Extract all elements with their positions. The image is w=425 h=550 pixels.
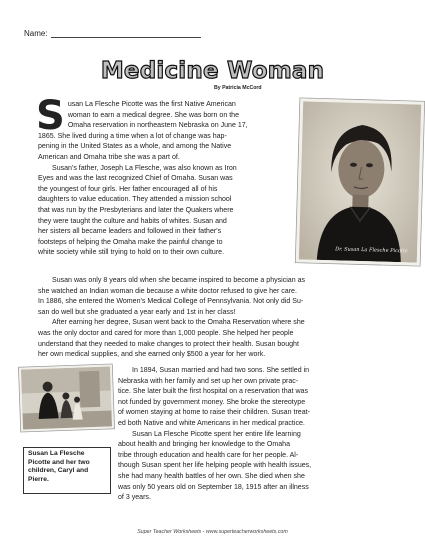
text-line: she watched an Indian woman die because a white doctor refused to give her care. (38, 287, 297, 295)
name-line (24, 29, 201, 38)
article-title: Medicine Woman (100, 58, 325, 84)
name-blank-line (51, 29, 201, 38)
text-line: her own medical supplies, and she earned only $500 a year for her work. (38, 351, 266, 359)
drop-cap: S (36, 93, 65, 139)
text-line: footsteps of helping the Omaha make the painful change to (38, 238, 223, 246)
article-byline: By Patricia McCord (214, 85, 262, 91)
text-line: she had many health battles of her own. She died when she (118, 472, 305, 480)
text-line: 1865. She lived during a time when a lot of change was hap- (38, 132, 227, 140)
portrait-photo (296, 98, 425, 265)
portrait-image (299, 101, 421, 262)
text-line: they were taught the culture and habits of whites. Susan and (38, 217, 227, 225)
text-line: Susan was only 8 years old when she became inspired to become a physician as (52, 277, 306, 284)
text-line: understand that they needed to make changes to protect their health. Susan bought (38, 340, 299, 348)
text-line: tice. She later built the first hospital on a reservation that was (118, 388, 308, 396)
text-line: Eyes and was the last recognized Chief of Omaha. Susan was (38, 175, 233, 183)
text-line: of women staying at home to raise their children. Susan treat- (118, 409, 310, 417)
paragraph-right (118, 366, 418, 504)
text-line: white society while still trying to hold on to their own culture. (38, 249, 225, 257)
text-line: not funded by government money. She broke the stereotype (118, 398, 306, 406)
text-line: usan La Flesche Picotte was the first Native American (67, 101, 236, 108)
text-line: In 1886, she entered the Women's Medical College of Pennsylvania. Not only did Su- (38, 298, 304, 306)
text-line: was the only doctor and cared for more than 1,000 people. She helped her people (38, 329, 294, 337)
paragraph-intro (36, 93, 300, 259)
text-line: the youngest of four girls. Her father encouraged all of his (38, 185, 218, 193)
text-line: san do well but she graduated a year early and 1st in her class! (38, 308, 236, 316)
text-line: Nebraska with her family and set up her own private prac- (118, 377, 299, 385)
text-line: tribe through education and health care for her people. Al- (118, 451, 299, 459)
text-line: Susan's father, Joseph La Flesche, was also known as Iron (52, 164, 237, 172)
family-photo-caption: Susan La Flesche Picotte and her two children, Caryl and Pierre. (23, 447, 111, 494)
text-line: woman to earn a medical degree. She was born on the (67, 111, 239, 119)
text-line: In 1894, Susan married and had two sons. She settled in (132, 367, 310, 374)
text-line: Susan La Flesche Picotte spent her entire life learning (132, 430, 301, 438)
text-line: her sisters all became leaders and followed in their father's (38, 228, 222, 236)
text-line: was only 50 years old on September 18, 1915 after an illness (118, 483, 309, 491)
paragraph-middle (38, 276, 418, 361)
text-line: Omaha reservation in northeastern Nebraska on June 17, (67, 122, 248, 130)
text-line: daughters to value education. They attended a mission school (38, 196, 232, 204)
text-line: about health and bringing her knowledge to the Omaha (118, 441, 290, 449)
text-line: American and Omaha tribe she was a part of. (38, 153, 180, 161)
text-line: of 3 years. (118, 494, 151, 502)
text-line: ed both Native and white Americans in her medical practice. (118, 419, 305, 427)
text-line: though Susan spent her life helping people with health issues, (118, 462, 312, 470)
name-label: Name: (24, 29, 48, 38)
portrait-signature: Dr. Susan La Flesche Picotte (335, 246, 409, 255)
text-line: that was run by the Presbyterians and later the Quakers where (38, 206, 234, 214)
text-line: After earning her degree, Susan went back to the Omaha Reservation where she (52, 319, 305, 327)
family-image (21, 366, 112, 429)
family-photo (19, 364, 114, 431)
text-line: pening in the United States as a whole, and among the Native (38, 143, 232, 151)
page-footer: Super Teacher Worksheets - www.superteacherworksheets.com (137, 529, 288, 535)
